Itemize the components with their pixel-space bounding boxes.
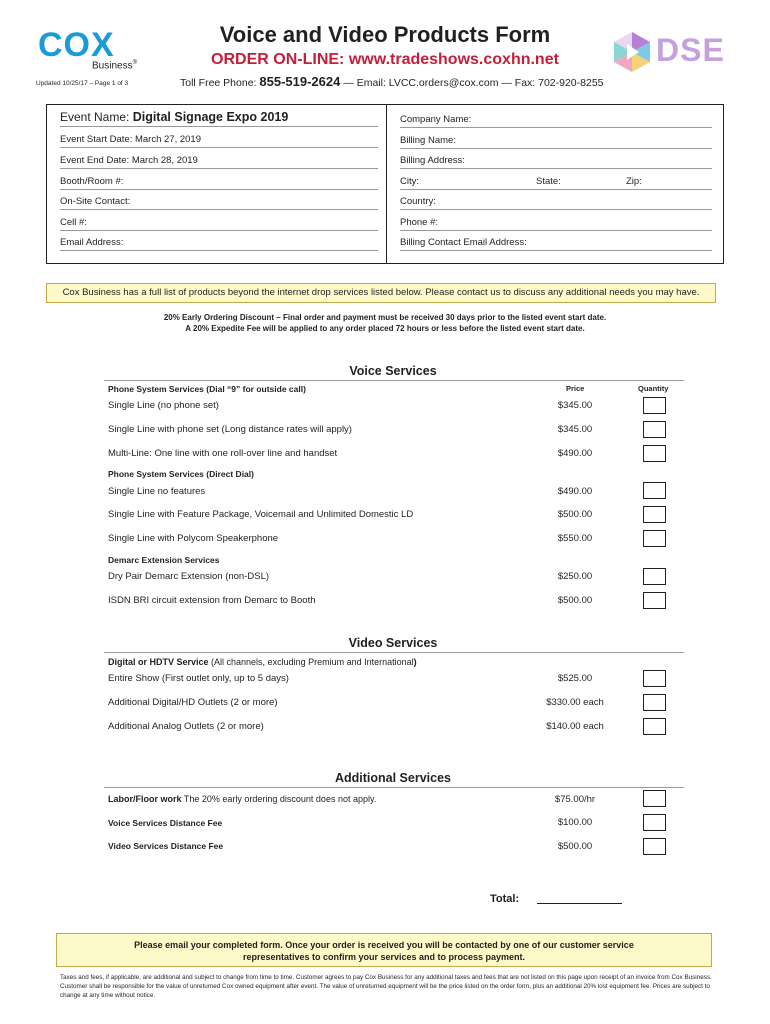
expedite-fee-text: A 20% Expedite Fee will be applied to any order placed 72 hours or less before the listed event start date. (185, 324, 585, 333)
zip-label: Zip: (626, 176, 642, 187)
single-line-no-features-label: Single Line no features (108, 486, 206, 497)
company-name-label: Company Name: (400, 114, 472, 125)
event-box-divider (386, 104, 387, 264)
labor-floor-bold: Labor/Floor work (108, 794, 182, 804)
contact-line (180, 74, 604, 89)
additional-analog-price: $140.00 each (546, 721, 604, 732)
booth-room-field[interactable] (60, 176, 378, 190)
cox-logo-wordmark: COX (38, 26, 115, 64)
dry-pair-demarc-quantity[interactable] (643, 568, 666, 585)
voice-section-rule (104, 380, 684, 381)
form-title: Voice and Video Products Form (219, 22, 551, 47)
voice-distance-fee-quantity[interactable] (643, 814, 666, 831)
entire-show-quantity[interactable] (643, 670, 666, 687)
single-line-polycom-label: Single Line with Polycom Speakerphone (108, 533, 279, 544)
isdn-bri-price: $500.00 (557, 595, 593, 606)
single-line-no-phone-quantity[interactable] (643, 397, 666, 414)
multi-line-price: $490.00 (557, 448, 593, 459)
entire-show-price: $525.00 (557, 673, 593, 684)
digital-hdtv-heading (108, 657, 417, 667)
video-distance-fee-quantity[interactable] (643, 838, 666, 855)
event-end-label: Event End Date: (60, 155, 132, 166)
event-start-value: March 27, 2019 (134, 134, 201, 145)
email-form-line1: Please email your completed form. Once your order is received you will be contacted by one of our customer service (134, 940, 634, 950)
video-section-rule (104, 652, 684, 653)
phone-system-dial9-heading: Phone System Services (Dial “9” for outside call) (108, 384, 306, 394)
email-address-label: Email Address: (60, 237, 124, 248)
isdn-bri-quantity[interactable] (643, 592, 666, 609)
multi-line-quantity[interactable] (643, 445, 666, 462)
single-line-feature-package-label: Single Line with Feature Package, Voicemail and Unlimited Domestic LD (108, 509, 414, 520)
booth-room-label: Booth/Room #: (60, 176, 124, 187)
updated-date: Updated 10/25/17 – Page 1 of 3 (36, 80, 129, 87)
city-label: City: (400, 176, 419, 187)
products-notice-banner: Cox Business has a full list of products beyond the internet drop services listed below. Please contact us to discuss any additional needs you may have. (46, 283, 716, 303)
early-discount-text: 20% Early Ordering Discount – Final order and payment must be received 30 days prior to the listed event start date. (163, 313, 607, 322)
demarc-extension-heading: Demarc Extension Services (108, 555, 220, 565)
discount-notice (0, 312, 770, 334)
additional-digital-hd-price: $330.00 each (546, 697, 604, 708)
billing-address-label: Billing Address: (400, 155, 465, 166)
onsite-contact-label: On-Site Contact: (60, 196, 131, 207)
video-distance-fee-price: $500.00 (557, 841, 593, 852)
company-name-field[interactable] (400, 114, 712, 128)
city-state-zip-field[interactable] (400, 176, 712, 190)
price-column-header: Price (566, 384, 585, 393)
billing-email-label: Billing Contact Email Address: (400, 237, 527, 248)
entire-show-label: Entire Show (First outlet only, up to 5 days) (108, 673, 289, 684)
digital-hdtv-note: (All channels, excluding Premium and International (208, 657, 414, 667)
single-line-feature-package-price: $500.00 (557, 509, 593, 520)
additional-digital-hd-quantity[interactable] (643, 694, 666, 711)
dry-pair-demarc-label: Dry Pair Demarc Extension (non-DSL) (108, 571, 270, 582)
taxes-fees-footnote: Taxes and fees, if applicable, are additional and subject to change from time to time. Customer agrees to pay Cox Business for any additional taxes and fees that are not listed on this page upon receipt of an invoice from Cox Business. Customer shall be responsible for the value of unreturned Cox owned equipment after event. The value of unreturned equipment will be the price listed on the order form, plus an additional 20% lost equipment fee. Prices are subject to change at any time without notice. (60, 974, 712, 999)
labor-floor-price: $75.00/hr (554, 794, 596, 805)
single-line-phone-set-quantity[interactable] (643, 421, 666, 438)
phone-label: Phone #: (400, 217, 439, 228)
labor-floor-quantity[interactable] (643, 790, 666, 807)
phone-field[interactable] (400, 217, 712, 231)
additional-digital-hd-label: Additional Digital/HD Outlets (2 or more) (108, 697, 278, 708)
dse-wordmark: DSE (656, 32, 725, 68)
email-fax-text: — Email: LVCC.orders@cox.com — Fax: 702-920-8255 (340, 77, 604, 89)
single-line-no-phone-label: Single Line (no phone set) (108, 400, 219, 411)
email-form-banner (56, 933, 712, 967)
toll-free-label: Toll Free Phone: (180, 77, 260, 89)
digital-hdtv-bold: Digital or HDTV Service (108, 657, 209, 667)
email-address-field[interactable] (60, 237, 378, 251)
billing-name-field[interactable] (400, 135, 712, 149)
billing-email-field[interactable] (400, 237, 712, 251)
total-label: Total: (490, 893, 520, 905)
single-line-phone-set-price: $345.00 (557, 424, 593, 435)
labor-floor-label (108, 794, 376, 804)
event-start-date-field[interactable] (60, 134, 378, 148)
labor-floor-note: The 20% early ordering discount does not apply. (181, 794, 377, 804)
single-line-feature-package-quantity[interactable] (643, 506, 666, 523)
voice-distance-fee-price: $100.00 (557, 817, 593, 828)
digital-hdtv-close: ) (413, 657, 417, 667)
country-field[interactable] (400, 196, 712, 210)
additional-section-rule (104, 787, 684, 788)
video-distance-fee-label: Video Services Distance Fee (108, 841, 224, 851)
voice-distance-fee-label: Voice Services Distance Fee (108, 818, 223, 828)
additional-analog-label: Additional Analog Outlets (2 or more) (108, 721, 264, 732)
phone-system-direct-dial-heading: Phone System Services (Direct Dial) (108, 469, 254, 479)
additional-services-title: Additional Services (334, 771, 451, 785)
state-label: State: (536, 176, 561, 187)
onsite-contact-field[interactable] (60, 196, 378, 210)
business-wordmark: Business (92, 60, 133, 72)
dry-pair-demarc-price: $250.00 (557, 571, 593, 582)
single-line-no-features-quantity[interactable] (643, 482, 666, 499)
voice-services-title: Voice Services (349, 364, 437, 378)
event-name-field[interactable] (60, 110, 378, 127)
cell-label: Cell #: (60, 217, 87, 228)
single-line-no-phone-price: $345.00 (557, 400, 593, 411)
single-line-no-features-price: $490.00 (557, 486, 593, 497)
event-name-value: Digital Signage Expo 2019 (132, 110, 289, 124)
quantity-column-header: Quantity (638, 384, 669, 393)
isdn-bri-label: ISDN BRI circuit extension from Demarc to Booth (108, 595, 316, 606)
trademark-symbol: ® (132, 60, 137, 66)
order-online-link[interactable]: ORDER ON-LINE: www.tradeshows.coxhn.net (211, 51, 559, 68)
billing-address-field[interactable] (400, 155, 712, 169)
video-services-title: Video Services (348, 636, 438, 650)
multi-line-label: Multi-Line: One line with one roll-over line and handset (108, 448, 338, 459)
single-line-phone-set-label: Single Line with phone set (Long distance rates will apply) (108, 424, 352, 435)
email-form-line2: representatives to confirm your services and to process payment. (242, 952, 526, 962)
single-line-polycom-price: $550.00 (557, 533, 593, 544)
billing-name-label: Billing Name: (400, 135, 456, 146)
total-input-line[interactable] (537, 903, 622, 904)
event-start-label: Event Start Date: (60, 134, 135, 145)
country-label: Country: (400, 196, 436, 207)
event-name-label: Event Name: (60, 110, 133, 124)
cell-field[interactable] (60, 217, 378, 231)
single-line-polycom-quantity[interactable] (643, 530, 666, 547)
toll-free-number: 855-519-2624 (259, 74, 341, 89)
event-end-date-field[interactable] (60, 155, 378, 169)
additional-analog-quantity[interactable] (643, 718, 666, 735)
event-end-value: March 28, 2019 (131, 155, 198, 166)
